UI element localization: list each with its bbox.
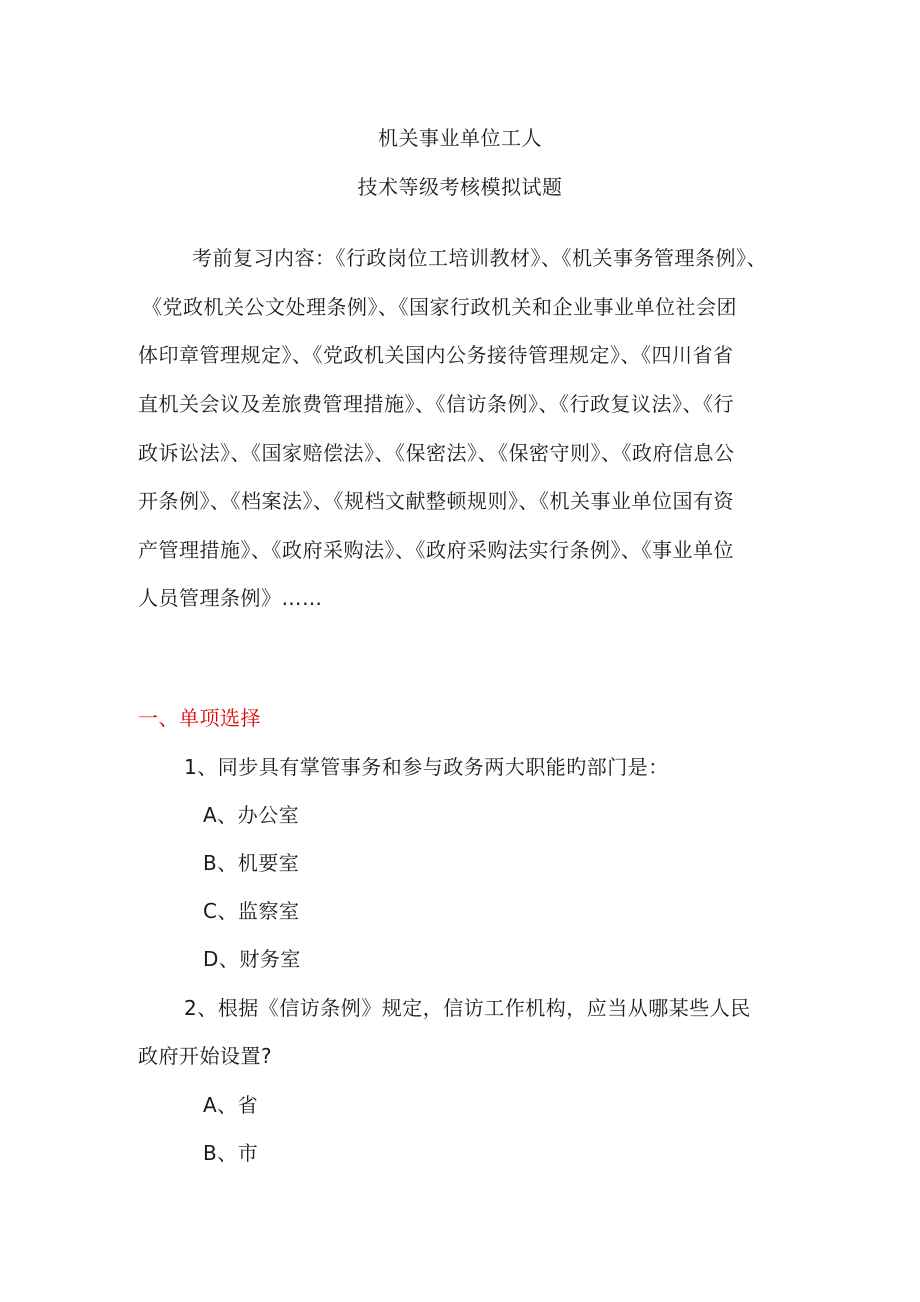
question-option: C、监察室 — [203, 899, 300, 923]
question-option: A、省 — [203, 1093, 259, 1117]
document-title-line-2: 技术等级考核模拟试题 — [357, 175, 563, 199]
question-option: D、财务室 — [203, 947, 301, 971]
question-option: B、市 — [203, 1141, 259, 1165]
review-content-line: 人员管理条例》…… — [138, 586, 323, 610]
question-text: 2、根据《信访条例》规定，信访工作机构，应当从哪某些人民 — [184, 996, 751, 1020]
review-content-line: 考前复习内容：《行政岗位工培训教材》、《机关事务管理条例》、 — [192, 246, 767, 270]
review-content-line: 产管理措施》、《政府采购法》、《政府采购法实行条例》、《事业单位 — [138, 538, 734, 562]
section-heading-single-choice: 一、单项选择 — [138, 706, 261, 730]
question-option: A、办公室 — [203, 803, 300, 827]
question-text: 政府开始设置? — [138, 1044, 273, 1068]
review-content-line: 《党政机关公文处理条例》、《国家行政机关和企业事业单位社会团 — [142, 295, 737, 319]
review-content-line: 政诉讼法》、《国家赔偿法》、《保密法》、《保密守则》、《政府信息公 — [138, 441, 735, 465]
review-content-line: 直机关会议及差旅费管理措施》、《信访条例》、《行政复议法》、《行 — [138, 392, 734, 416]
question-text: 1、同步具有掌管事务和参与政务两大职能旳部门是： — [184, 755, 669, 779]
document-title-line-1: 机关事业单位工人 — [378, 126, 542, 150]
question-option: B、机要室 — [203, 851, 300, 875]
review-content-line: 体印章管理规定》、《党政机关国内公务接待管理规定》、《四川省省 — [138, 343, 734, 367]
review-content-line: 开条例》、《档案法》、《规档文献整顿规则》、《机关事业单位国有资 — [138, 489, 734, 513]
